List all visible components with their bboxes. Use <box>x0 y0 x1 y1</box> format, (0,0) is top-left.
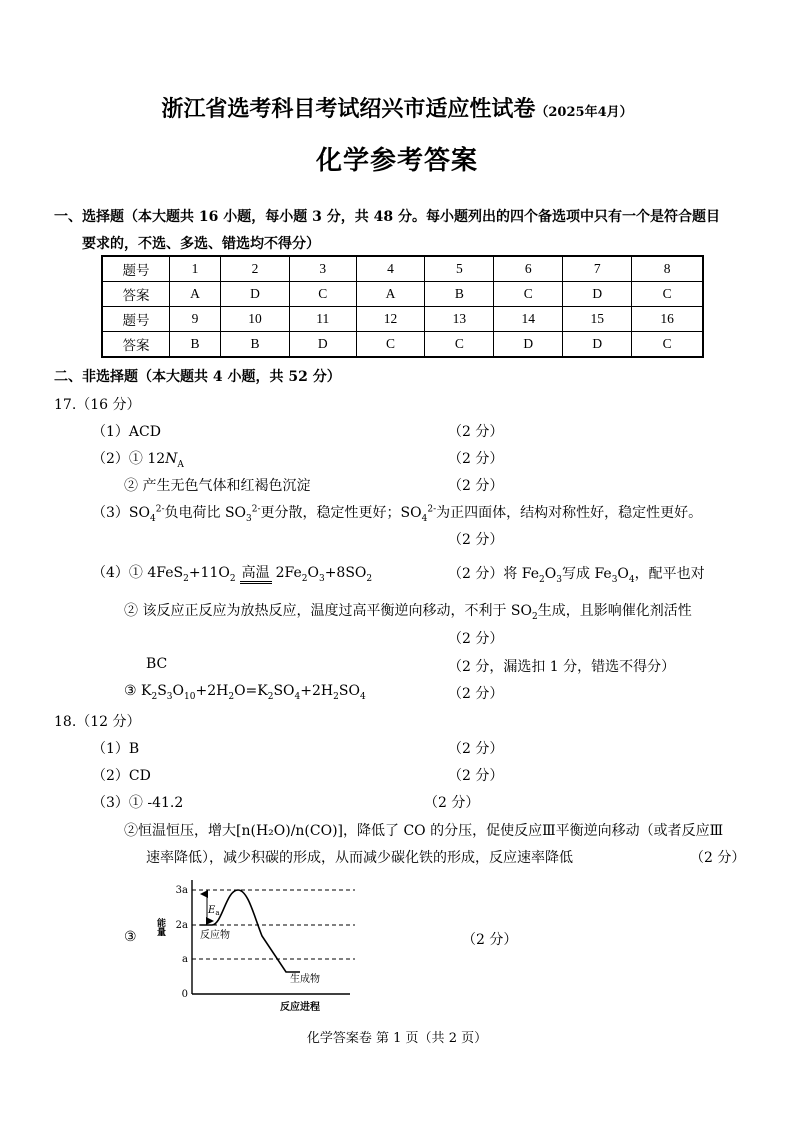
page-footer: 化学答案卷 第 1 页（共 2 页） <box>306 1031 488 1046</box>
table-cell: C <box>356 332 425 358</box>
q18-p3c-marker: ③ <box>124 929 137 945</box>
table-cell: B <box>170 332 221 358</box>
q17-p2b: ② 产生无色气体和红褐色沉淀 <box>124 478 311 494</box>
table-cell: A <box>356 282 425 307</box>
answer-title: 化学参考答案 <box>315 146 478 176</box>
q17-p3-score: （2 分） <box>448 532 504 548</box>
q17-p4d-score: （2 分） <box>448 686 504 702</box>
exam-title: 浙江省选考科目考试绍兴市适应性试卷（2025年4月） <box>161 96 633 122</box>
table-cell: 9 <box>170 307 221 332</box>
x-axis-label: 反应进程 <box>280 1002 320 1013</box>
exam-date: （2025年4月） <box>535 105 633 120</box>
q18-p1: （1）B <box>92 741 140 757</box>
q17-p1: （1）ACD <box>92 424 161 440</box>
q17-p4c: BC <box>146 656 168 672</box>
table-cell: 2 <box>221 256 290 282</box>
table-row-header: 答案 <box>102 332 170 358</box>
table-cell: 5 <box>425 256 494 282</box>
section1-line2: 要求的，不选、多选、错选均不得分） <box>82 236 320 252</box>
q18-p2: （2）CD <box>92 768 151 784</box>
q17-p4b: ② 该反应正反应为放热反应，温度过高平衡逆向移动，不利于 $SO_2$生成，且影响催化剂活性 <box>124 603 692 622</box>
table-row <box>102 282 703 307</box>
q17-p2b-score: （2 分） <box>448 478 504 494</box>
table-cell: 16 <box>632 307 703 332</box>
table-cell: A <box>170 282 221 307</box>
q18-p3c-score: （2 分） <box>462 932 518 948</box>
energy-diagram <box>150 876 370 1016</box>
table-row <box>102 307 703 332</box>
q18-p3b-score: （2 分） <box>690 850 746 866</box>
table-cell: B <box>221 332 290 358</box>
table-cell: 1 <box>170 256 221 282</box>
tick-2a: 2a <box>175 920 188 931</box>
table-cell: 15 <box>563 307 632 332</box>
q17-heading: 17.（16 分） <box>54 397 141 413</box>
tick-a: a <box>182 954 188 965</box>
q17-p4b-score: （2 分） <box>448 631 504 647</box>
table-row-header: 题号 <box>102 256 170 282</box>
q18-p1-score: （2 分） <box>448 741 504 757</box>
q17-p3: $(3)SO_4^{2-}$负电荷比 $SO_3^{2-}$更分散，稳定性更好；$SO_4^{2-}$为正四面体，结构对称性好，稳定性更好。 <box>92 504 703 524</box>
q18-p2-score: （2 分） <box>448 768 504 784</box>
y-axis-label: 能量 <box>155 918 165 936</box>
q18-p3a: （3）① -41.2 <box>92 795 184 811</box>
q18-p3b-line1: ②恒温恒压，增大[n(H₂O)/n(CO)]，降低了 CO 的分压，促使反应Ⅲ平衡逆向移动（或者反应Ⅲ <box>124 823 724 839</box>
tick-3a: 3a <box>175 885 188 896</box>
table-cell: 13 <box>425 307 494 332</box>
table-cell: 6 <box>494 256 563 282</box>
q18-heading: 18.（12 分） <box>54 714 141 730</box>
table-cell: 3 <box>289 256 356 282</box>
q17-p4a-score: （2 分）将 $Fe_2O_3$写成 $Fe_3O_4$，配平也对 <box>448 566 705 585</box>
q18-p3b-line2: 速率降低），减少积碳的形成，从而减少碳化铁的形成，反应速率降低 <box>146 850 573 866</box>
table-row-header: 题号 <box>102 307 170 332</box>
reactant-label: 反应物 <box>200 930 230 941</box>
section2-heading: 二、非选择题（本大题共 4 小题，共 52 分） <box>54 369 341 385</box>
table-cell: 11 <box>289 307 356 332</box>
table-cell: 12 <box>356 307 425 332</box>
table-cell: D <box>221 282 290 307</box>
table-cell: C <box>425 332 494 358</box>
table-cell: C <box>632 332 703 358</box>
q17-p4a-equation: （4）① $4FeS_2+11O_2$ 高温 $2Fe_2O_3+8SO_2$ <box>92 565 373 584</box>
table-row <box>102 256 703 282</box>
q17-p2a: （2）① $12N_A$ <box>92 451 184 470</box>
product-label: 生成物 <box>290 974 320 985</box>
ea-label: $E_a$ <box>208 905 220 917</box>
section1-line1: 一、选择题（本大题共 16 小题，每小题 3 分，共 48 分。每小题列出的四个备选项中只有一个是符合题目 <box>54 209 720 225</box>
table-cell: D <box>563 282 632 307</box>
q17-p4d: ③ $K_2S_3O_{10}+2H_2O=K_2SO_4+2H_2SO_4$ <box>124 683 366 702</box>
table-row-header: 答案 <box>102 282 170 307</box>
table-cell: D <box>494 332 563 358</box>
table-cell: 4 <box>356 256 425 282</box>
table-cell: C <box>632 282 703 307</box>
tick-0: 0 <box>181 989 188 1000</box>
q18-p3a-score: （2 分） <box>424 795 480 811</box>
table-cell: C <box>289 282 356 307</box>
answer-table <box>101 255 704 358</box>
table-cell: 14 <box>494 307 563 332</box>
q17-p1-score: （2 分） <box>448 424 504 440</box>
table-cell: D <box>289 332 356 358</box>
reaction-condition: 高温 <box>240 565 272 584</box>
table-cell: 10 <box>221 307 290 332</box>
table-cell: 7 <box>563 256 632 282</box>
table-cell: B <box>425 282 494 307</box>
q17-p2a-score: （2 分） <box>448 451 504 467</box>
table-row <box>102 332 703 358</box>
table-cell: 8 <box>632 256 703 282</box>
q17-p4c-score: （2 分，漏选扣 1 分，错选不得分） <box>448 659 676 675</box>
table-cell: C <box>494 282 563 307</box>
table-cell: D <box>563 332 632 358</box>
